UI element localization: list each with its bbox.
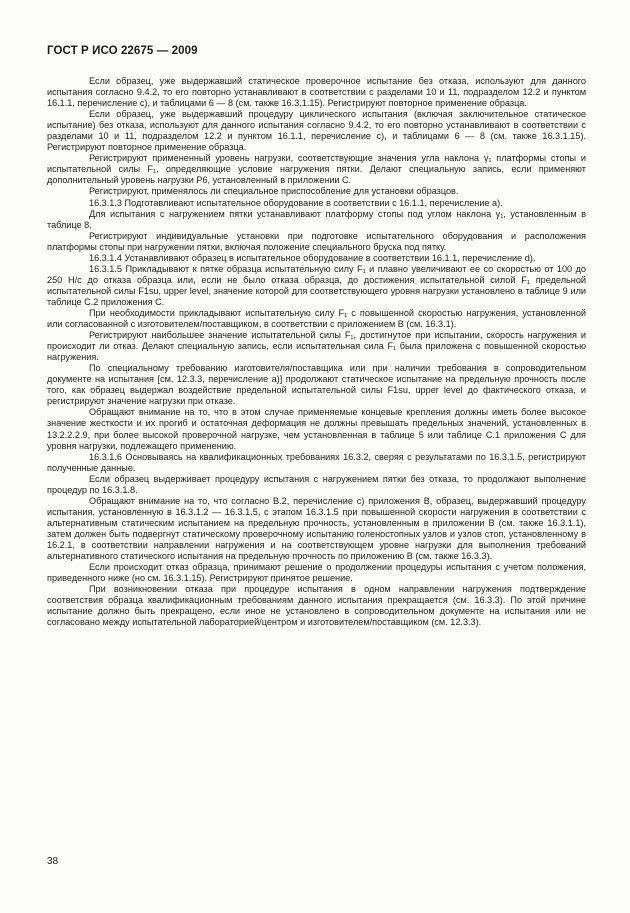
- paragraph: Если образец выдерживает процедуру испытания с нагружением пятки без отказа, то продолжают выполнение процедур по 16.3.1.8.: [47, 473, 586, 495]
- paragraph: Для испытания с нагружением пятки устанавливают платформу стопы под углом наклона γ₁, установленным в таблице 8.: [47, 208, 586, 230]
- paragraph: Если происходит отказ образца, принимают решение о продолжении процедуры испытания с учетом положения, приведенного ниже (но см. 16.3.1.15). Регистрируют принятое решение.: [47, 562, 586, 584]
- paragraph: Регистрируют примененный уровень нагрузки, соответствующие значения угла наклона γ₁ платформы стопы и испытательной силы F₁, определяющие условие нагружения пятки. Делают специальную запись, если применяют дополнительный уровень нагрузки Р6, установленный в приложении С.: [47, 153, 586, 186]
- paragraph: При необходимости прикладывают испытательную силу F₁ с повышенной скоростью нагружения, установленной или согласованной с изготовителем/поставщиком, в соответствии с приложением В (см. 16.3.1).: [47, 307, 586, 330]
- paragraph: Обращают внимание на то, что в этом случае применяемые концевые крепления должны иметь более высокое значение жесткости и их прогиб и остаточная деформация не должны превышать предельных значений, установленных в 13.2.2.2.9, при более высокой проверочной нагрузке, чем установленная в таблице 5 или таблице С.1 приложения С для уровня нагрузки, подлежащего применению.: [47, 407, 586, 451]
- page-header: ГОСТ Р ИСО 22675 — 2009: [47, 45, 198, 57]
- paragraph: 16.3.1.6 Основываясь на квалификационных требованиях 16.3.2, сверяя с результатами по 16.3.1.5, регистрируют полученные данные.: [47, 451, 586, 473]
- body-text: [47, 76, 586, 628]
- paragraph: Регистрируют наибольшее значение испытательной силы F₁, достигнутое при испытании, скорость нагружения и происходит ли отказ. Делают специальную запись, если испытательная сила F₁ была приложена с повышенной скоростью нагружения.: [47, 330, 586, 363]
- paragraph: 16.3.1.3 Подготавливают испытательное оборудование в соответствии с 16.1.1, перечисление а).: [89, 197, 503, 208]
- paragraph: 16.3.1.5 Прикладывают к пятке образца испытательную силу F₁ и плавно увеличивают ее со скоростью от 100 до 250 Н/с до отказа образца или, если не было отказа образца, до достижения испытательной силой F₁ предельной испытательной силы F1su, upper level, значение которой для соответствующего уровня нагрузки установлено в таблице 9 или таблице С.2 приложения С.: [47, 263, 586, 307]
- paragraph: По специальному требованию изготовителя/поставщика или при наличии требования в сопроводительном документе на испытания [см. 12.3.3, перечисление а)] продолжают статическое испытание на предельную прочность после того, как образец выдержал воздействие предельной испытательной силы F1su, upper level до фактического отказа, и регистрируют значение нагрузки при отказе.: [47, 363, 586, 407]
- paragraph: Регистрируют индивидуальные установки при подготовке испытательного оборудования и расположения платформы стопы при нагружении пятки, включая положение специального бруска под пятку.: [47, 230, 586, 252]
- paragraph: Обращают внимание на то, что согласно В.2, перечисление с) приложения В, образец, выдержавший процедуру испытания, установленную в 16.3.1.2 — 16.3.1.5, с этапом 16.3.1.5 при повышенной скорости нагружения в соответствии с альтернативным статическим испытанием на предельную прочность, установленным в приложении В (см. также 16.3.1.1), затем должен быть подвергнут статическому проверочному испытанию голеностопных узлов и узлов стоп, установленному в 16.2.1, в соответствии направлении нагружения и на соответствующем уровне нагрузки для выполнения требований альтернативного статического испытания на предельную прочность по приложению В (см. также 16.3.3).: [47, 495, 586, 562]
- paragraph: Регистрируют, применялось ли специальное приспособление для установки образцов.: [89, 186, 459, 197]
- paragraph: 16.3.1.4 Устанавливают образец в испытательное оборудование в соответствии 16.1.1, перечисление d).: [89, 252, 536, 263]
- paragraph: При возникновении отказа при процедуре испытания в одном направлении нагружения подтверждение соответствия образца квалификационным требованиям данного испытания прекращается (см. 16.3.3). По этой причине испытание должно быть прекращено, если иное не установлено в сопроводительном документе на испытания или не согласовано между испытательной лабораторией/центром и изготовителем/поставщиком (см. 12.3.3).: [47, 584, 586, 628]
- paragraph: Если образец, уже выдержавший процедуру циклического испытания (включая заключительное статическое испытание) без отказа, используют для данного испытания согласно 9.4.2, то его повторно устанавливают в соответствии с разделами 10 и 11, подразделом 12.2 и пунктом 16.1.1, перечисление с), и таблицами 6 — 8 (см. также 16.3.1.15). Регистрируют повторное применение образца.: [47, 109, 586, 153]
- paragraph: Если образец, уже выдержавший статическое проверочное испытание без отказа, используют для данного испытания согласно 9.4.2, то его повторно устанавливают в соответствии с разделами 10 и 11, подразделом 12.2 и пунктом 16.1.1, перечисление с), и таблицами 6 — 8 (см. также 16.3.1.15). Регистрируют повторное применение образца.: [47, 76, 586, 109]
- page-number: 38: [47, 856, 59, 867]
